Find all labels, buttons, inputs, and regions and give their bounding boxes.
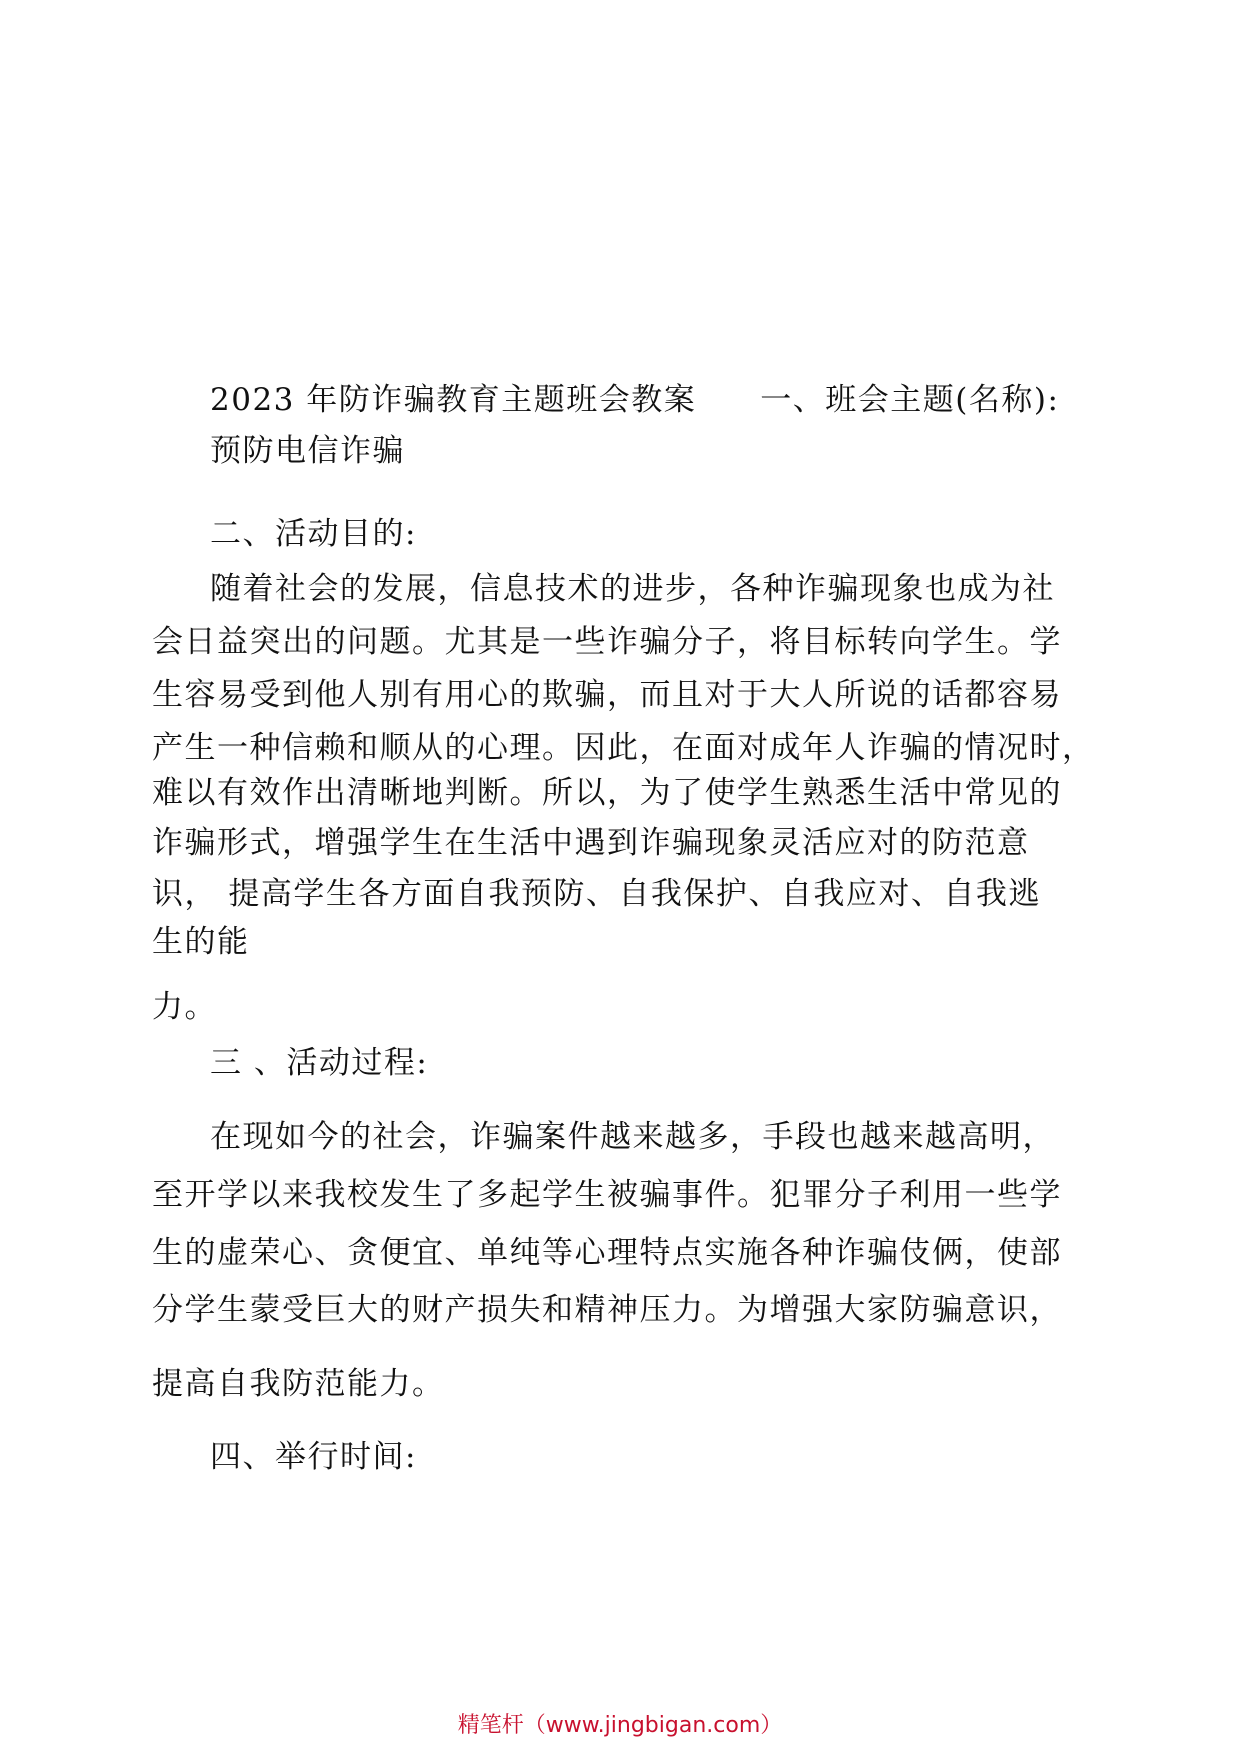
section2-line: 生容易受到他人别有用心的欺骗，而且对于大人所说的话都容易 [152,677,1062,713]
section1-value: 预防电信诈骗 [210,433,405,469]
section2-line: 生的能 [152,924,250,960]
section1-heading: 一、班会主题(名称): [760,382,1060,418]
section3-line: 提高自我防范能力。 [152,1366,445,1402]
section3-line: 在现如今的社会，诈骗案件越来越多，手段也越来越高明， [210,1119,1055,1155]
footer-watermark-link[interactable]: 精笔杆（www.jingbigan.com） [457,1713,783,1738]
section2-line: 难以有效作出清晰地判断。所以，为了使学生熟悉生活中常见的 [152,775,1062,811]
section2-line: 产生一种信赖和顺从的心理。因此，在面对成年人诈骗的情况时， [152,730,1095,766]
title-line [210,380,1059,420]
section3-line: 至开学以来我校发生了多起学生被骗事件。犯罪分子利用一些学 [152,1177,1062,1213]
section2-line: 力。 [152,989,217,1025]
section2-line: 会日益突出的问题。尤其是一些诈骗分子，将目标转向学生。学 [152,624,1062,660]
section4-heading: 四、举行时间: [210,1439,417,1475]
section2-line: 诈骗形式，增强学生在生活中遇到诈骗现象灵活应对的防范意 [152,825,1030,861]
section2-line: 识， 提高学生各方面自我预防、自我保护、自我应对、自我逃 [152,876,1041,912]
section2-line: 随着社会的发展，信息技术的进步，各种诈骗现象也成为社 [210,571,1055,607]
document-title: 2023 年防诈骗教育主题班会教案 [210,382,697,418]
section3-line: 生的虚荣心、贪便宜、单纯等心理特点实施各种诈骗伎俩，使部 [152,1235,1062,1271]
section3-heading: 三 、活动过程: [210,1045,429,1081]
section3-line: 分学生蒙受巨大的财产损失和精神压力。为增强大家防骗意识， [152,1292,1062,1328]
section2-heading: 二、活动目的: [210,516,417,552]
